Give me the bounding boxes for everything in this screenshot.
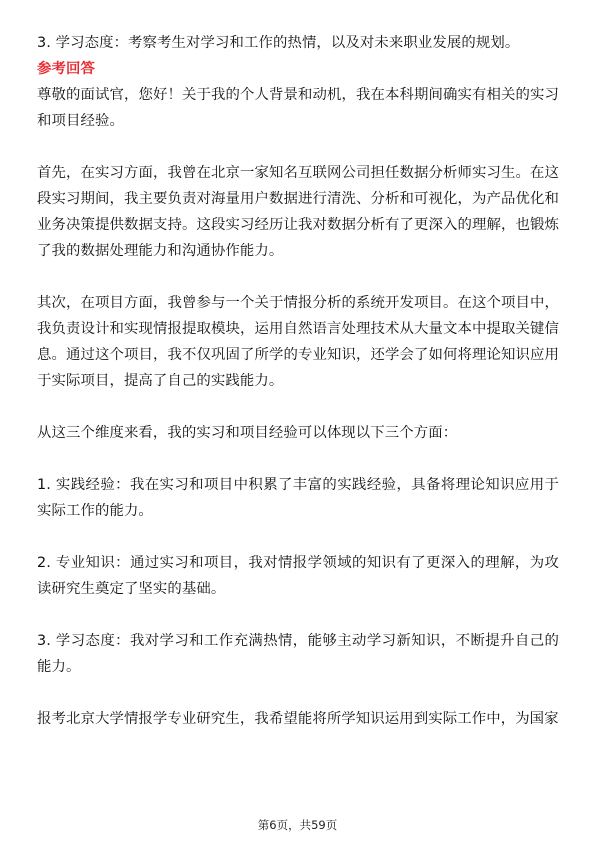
reference-answer-label: 参考回答 [37,61,95,77]
answer-greeting-paragraph: 尊敬的面试官，您好！关于我的个人背景和动机，我在本科期间确实有相关的实习和项目经验。 [37,87,559,129]
paragraph-spacer [37,602,559,628]
summary-paragraph: 从这三个维度来看，我的实习和项目经验可以体现以下三个方面： [37,425,458,441]
paragraph-spacer [37,446,559,472]
internship-paragraph: 首先，在实习方面，我曾在北京一家知名互联网公司担任数据分析师实习生。在这段实习期间，我主要负责对海量用户数据进行清洗、分析和可视化，为产品优化和业务决策提供数据支持。这段实习经历让我对数据分析有了更深入的理解，也锻炼了我的数据处理能力和沟通协作能力。 [37,165,559,259]
paragraph-spacer [37,134,559,160]
paragraph-spacer [37,264,559,290]
point-professional-knowledge: 2. 专业知识：通过实习和项目，我对情报学领域的知识有了更深入的理解，为攻读研究生奠定了坚实的基础。 [37,555,559,597]
document-body [37,30,559,732]
project-paragraph: 其次，在项目方面，我曾参与一个关于情报分析的系统开发项目。在这个项目中，我负责设计和实现情报提取模块，运用自然语言处理技术从大量文本中提取关键信息。通过这个项目，我不仅巩固了所学的专业知识，还学会了如何将理论知识应用于实际项目，提高了自己的实践能力。 [37,295,559,389]
paragraph-spacer [37,680,559,706]
paragraph-spacer [37,394,559,420]
criterion-learning-attitude: 3. 学习态度：考察考生对学习和工作的热情，以及对未来职业发展的规划。 [37,35,520,51]
point-practical-experience: 1. 实践经验：我在实习和项目中积累了丰富的实践经验，具备将理论知识应用于实际工作的能力。 [37,477,559,519]
closing-paragraph: 报考北京大学情报学专业研究生，我希望能将所学知识运用到实际工作中，为国家 [37,711,559,727]
paragraph-spacer [37,524,559,550]
point-learning-attitude: 3. 学习态度：我对学习和工作充满热情，能够主动学习新知识，不断提升自己的能力。 [37,633,559,675]
page-indicator: 第6页，共59页 [257,818,338,832]
